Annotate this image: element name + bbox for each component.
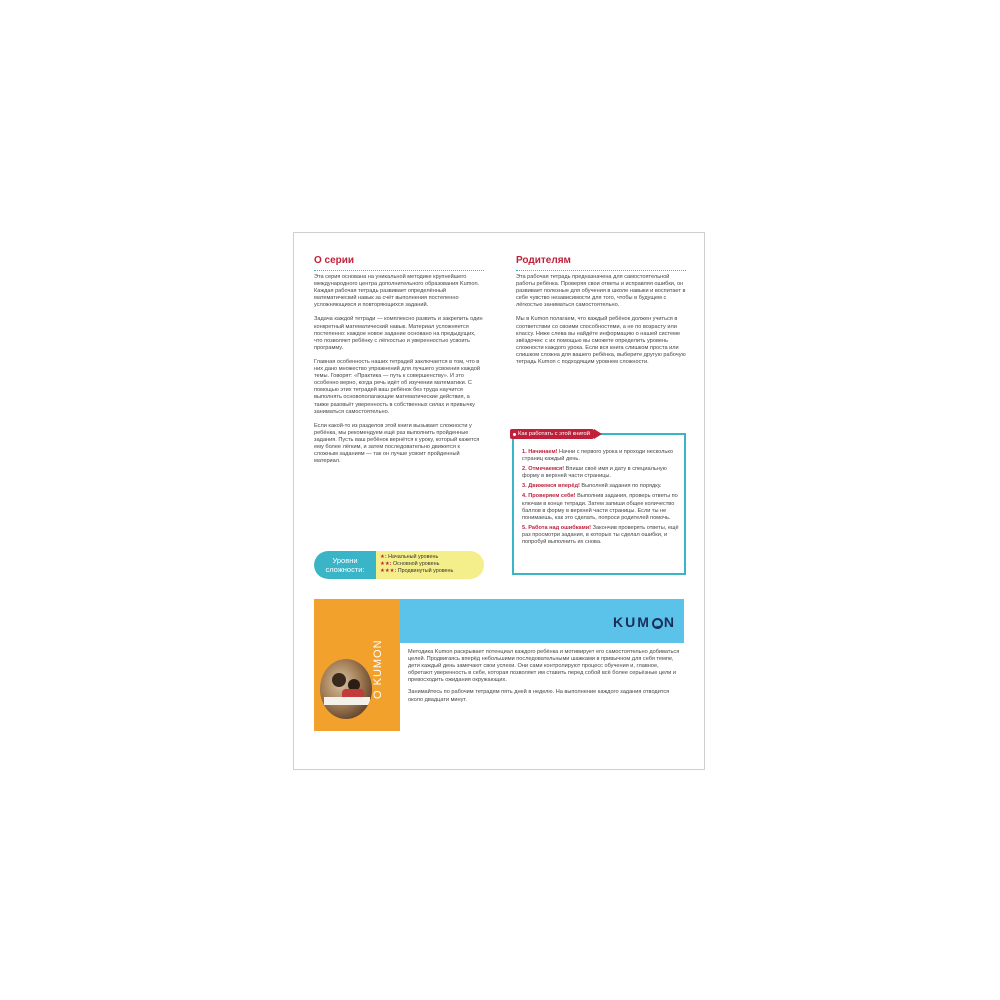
kumon-logo-face-icon <box>652 618 663 629</box>
difficulty-levels-label-line1: Уровни <box>332 556 358 565</box>
book-page <box>293 232 705 770</box>
difficulty-level-3 <box>380 568 453 575</box>
how-to-step-3 <box>522 483 680 490</box>
how-to-step-1 <box>522 449 680 463</box>
difficulty-levels-label-line2: сложности: <box>325 565 365 574</box>
for-parents-title: Родителям <box>516 255 686 271</box>
about-kumon-vertical-label: О KUMON <box>372 639 384 699</box>
difficulty-level-1-text: Начальный уровень <box>388 554 439 560</box>
how-to-step-2-lead: 2. Отмечаемся! <box>522 466 565 473</box>
child-head-1 <box>332 673 346 687</box>
children-studying-photo <box>320 659 372 719</box>
how-to-step-1-text: Начни с первого урока и проходи несколько страниц каждый день. <box>522 449 673 463</box>
how-to-step-4-text: Выполнив задания, проверь ответы по ключам в конце тетради. Затем запиши общее количество баллов в форму в верхней части страницы. Если ты не понимаешь, как это сделать, попроси родителей помочь. <box>522 493 678 521</box>
how-to-use-tab: Как работать с этой книгой <box>510 429 594 439</box>
star-icon: ★★★: <box>380 568 397 575</box>
about-kumon-section <box>314 599 684 731</box>
for-parents-section <box>516 255 686 373</box>
about-series-paragraph-2: Задача каждой тетради — комплексно развить и закрепить один конкретный математический навык. Материал усложняется постепенно: каждое новое задание основано на предыдущих, что позволяет ребёнку с лёгкостью и уверенностью усвоить программу. <box>314 316 483 351</box>
kumon-logo-text-end: N <box>663 614 676 630</box>
how-to-step-4-lead: 4. Проверяем себя! <box>522 493 576 500</box>
star-icon: ★: <box>380 554 387 560</box>
difficulty-levels-list <box>380 554 453 576</box>
desk-paper <box>324 697 370 705</box>
difficulty-levels-legend <box>314 551 484 579</box>
kumon-logo-text-start: KUM <box>612 614 651 630</box>
about-series-title: О серии <box>314 255 484 271</box>
for-parents-paragraph-1: Эта рабочая тетрадь предназначена для самостоятельной работы ребёнка. Проверяя свои ответы и исправляя ошибки, он развивает полезные для обучения в школе навыки и воспитает в себе чувство независимости для того, чтобы в будущем с лёгкостью заниматься самостоятельно. <box>516 274 686 309</box>
difficulty-levels-label <box>314 551 376 579</box>
how-to-use-box <box>512 433 686 575</box>
kumon-logo <box>613 614 676 630</box>
about-kumon-paragraph-1: Методика Kumon раскрывает потенциал каждого ребёнка и мотивирует его самостоятельно добиваться целей. Продвигаясь вперёд небольшими последовательными шажками в привычном для себя темпе, дети каждый день замечают свои успехи. Они сами контролируют процесс обучения и, главное, обретают уверенность в себе, которая позволяет им ставить перед собой всё более серьёзные цели и превосходить ожидания окружающих. <box>408 649 680 684</box>
how-to-step-1-lead: 1. Начинаем! <box>522 449 558 455</box>
how-to-step-3-lead: 3. Движемся вперёд! <box>522 483 580 490</box>
how-to-step-3-text: Выполняй задания по порядку. <box>579 483 662 490</box>
about-kumon-paragraph-2: Занимайтесь по рабочим тетрадям пять дней в неделю. На выполнение каждого задания отводится около двадцати минут. <box>408 689 670 703</box>
how-to-step-2-text: Впиши своё имя и дату в специальную форму в верхней части страницы. <box>522 466 667 480</box>
how-to-step-5-lead: 5. Работа над ошибками! <box>522 524 592 531</box>
how-to-step-5-text: Закончив проверять ответы, ещё раз просмотри задания, в которых ты сделал ошибки, и попробуй выполнить их снова. <box>522 524 679 546</box>
how-to-step-2 <box>522 466 680 480</box>
difficulty-level-2-text: Основной уровень <box>392 561 440 568</box>
how-to-use-steps <box>522 449 680 549</box>
how-to-step-5 <box>522 525 680 546</box>
about-series-paragraph-3: Главная особенность наших тетрадей заключается в том, что в них дано множество упражнений для лучшего усвоения каждой темы. Говорят: «Практика — путь к совершенству». И это особенно верно, когда речь идёт об изучении математики. С помощью этих тетрадей ваш ребёнок без труда научится выполнять основополагающие математические действия, а также разовьёт уверенность в собственных силах и привычку заниматься самостоятельно. <box>314 358 480 415</box>
about-kumon-orange-panel <box>314 599 400 731</box>
star-icon: ★★: <box>380 561 392 568</box>
kumon-logo-band <box>400 599 684 643</box>
about-kumon-text <box>408 649 684 709</box>
about-series-section <box>314 255 484 472</box>
how-to-step-4 <box>522 493 680 521</box>
difficulty-level-3-text: Продвинутый уровень <box>397 568 454 575</box>
for-parents-paragraph-2: Мы в Kumon полагаем, что каждый ребёнок должен учиться в соответствии со своими способностями, а не по возрасту или классу. Ниже слева вы найдёте информацию о нашей системе звёздочек: с их помощью вы сможете определить уровень сложности каждого урока. Если вся книга слишком проста или слишком сложна для вашего ребёнка, выберите другую рабочую тетрадь Kumon с подходящим уровнем сложности. <box>516 316 686 366</box>
about-series-paragraph-1: Эта серия основана на уникальной методике крупнейшего международного центра дополнительного образования Kumon. Каждая рабочая тетрадь развивает определённый математический навык за счёт выполнения постепенно усложняющихся и повторяющихся заданий. <box>314 274 480 309</box>
about-series-paragraph-4: Если какой-то из разделов этой книги вызывает сложности у ребёнка, мы рекомендуем ещё раз выполнить пройденные задания. Пусть ваш ребёнок вернётся к уроку, который кажется ему более лёгким, и затем последовательно движется к сложным заданиям — так он лучше усвоит пройденный материал. <box>314 422 480 465</box>
